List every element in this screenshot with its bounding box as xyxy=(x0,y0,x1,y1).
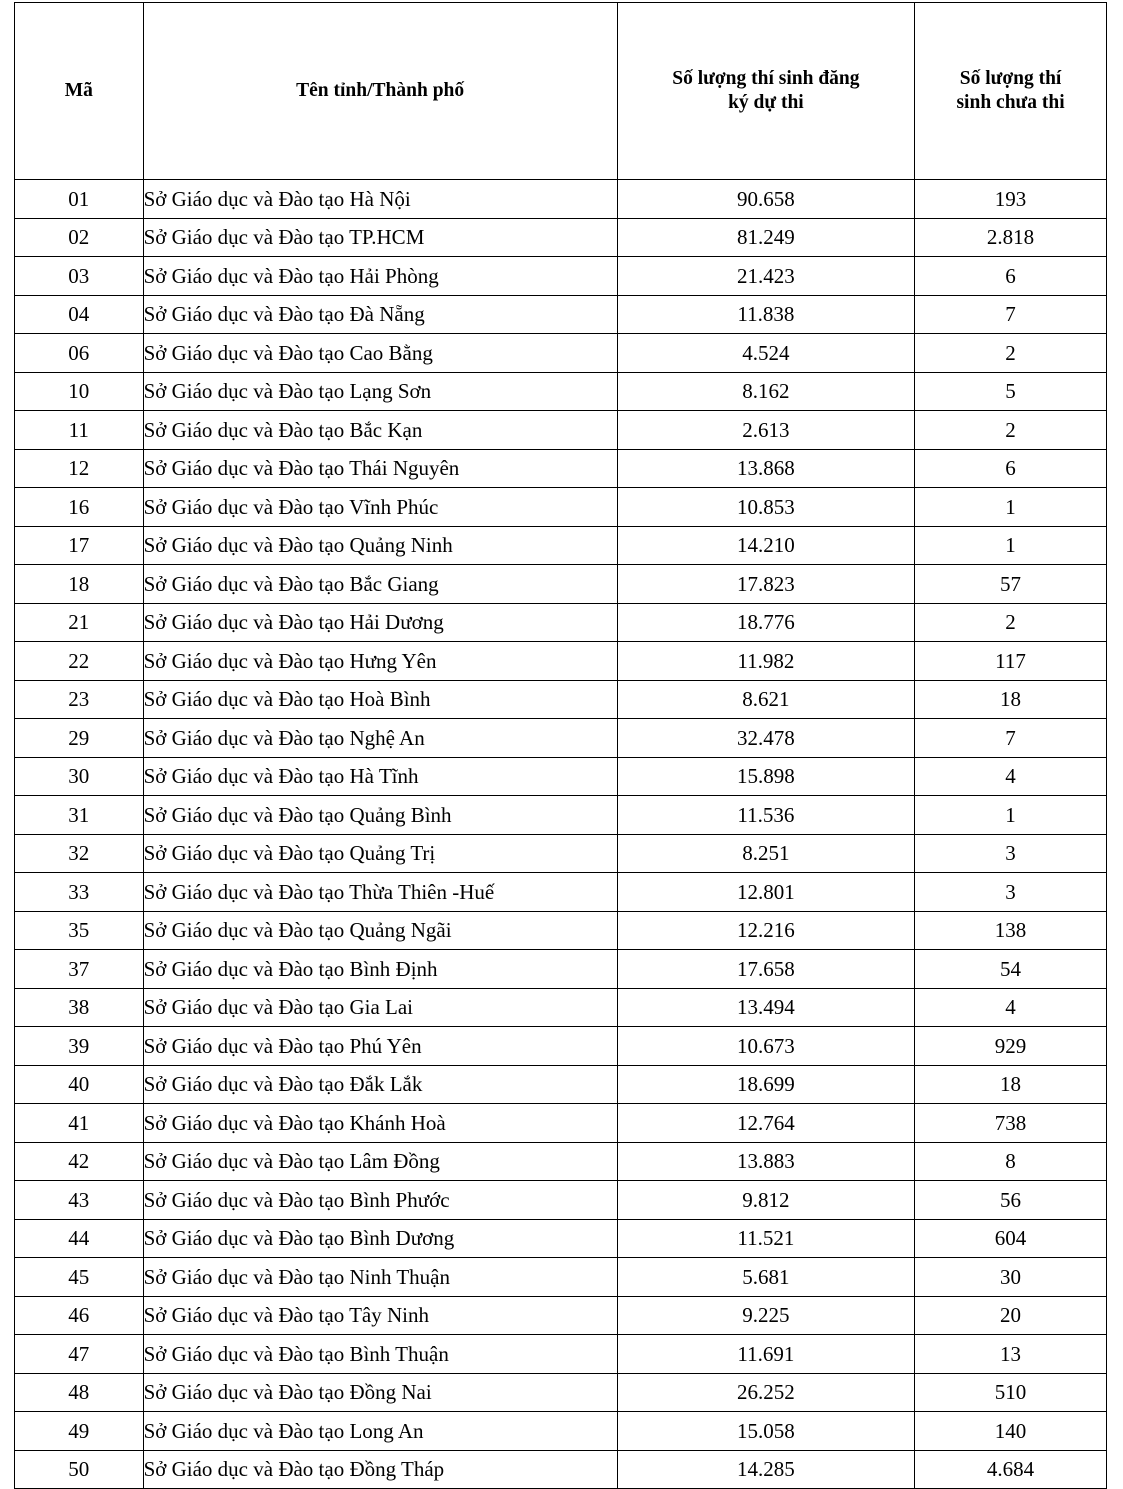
column-header-registered xyxy=(617,3,914,180)
table-header xyxy=(15,3,1107,180)
cell-province-name: Sở Giáo dục và Đào tạo Lâm Đồng xyxy=(143,1142,617,1181)
table-row xyxy=(15,1335,1107,1374)
cell-absent: 6 xyxy=(915,257,1107,296)
cell-registered: 14.210 xyxy=(617,526,914,565)
cell-code: 50 xyxy=(15,1450,144,1489)
cell-absent: 57 xyxy=(915,565,1107,604)
cell-code: 40 xyxy=(15,1065,144,1104)
cell-absent: 20 xyxy=(915,1296,1107,1335)
table-row xyxy=(15,257,1107,296)
cell-absent: 738 xyxy=(915,1104,1107,1143)
cell-code: 22 xyxy=(15,642,144,681)
table-row xyxy=(15,950,1107,989)
table-row xyxy=(15,334,1107,373)
column-header-absent-line1: Số lượng thí xyxy=(959,67,1062,89)
cell-absent: 3 xyxy=(915,834,1107,873)
cell-code: 16 xyxy=(15,488,144,527)
table-row xyxy=(15,180,1107,219)
table-row xyxy=(15,1027,1107,1066)
cell-province-name: Sở Giáo dục và Đào tạo Nghệ An xyxy=(143,719,617,758)
cell-province-name: Sở Giáo dục và Đào tạo Bình Dương xyxy=(143,1219,617,1258)
table-row xyxy=(15,1450,1107,1489)
cell-province-name: Sở Giáo dục và Đào tạo Hoà Bình xyxy=(143,680,617,719)
cell-registered: 11.982 xyxy=(617,642,914,681)
table-row xyxy=(15,796,1107,835)
cell-registered: 21.423 xyxy=(617,257,914,296)
table-row xyxy=(15,680,1107,719)
table-row xyxy=(15,1258,1107,1297)
cell-code: 17 xyxy=(15,526,144,565)
cell-code: 44 xyxy=(15,1219,144,1258)
cell-absent: 4 xyxy=(915,988,1107,1027)
cell-registered: 10.853 xyxy=(617,488,914,527)
cell-province-name: Sở Giáo dục và Đào tạo Lạng Sơn xyxy=(143,372,617,411)
table-row xyxy=(15,1219,1107,1258)
table-row xyxy=(15,988,1107,1027)
cell-registered: 13.883 xyxy=(617,1142,914,1181)
table-row xyxy=(15,488,1107,527)
cell-registered: 5.681 xyxy=(617,1258,914,1297)
cell-code: 49 xyxy=(15,1412,144,1451)
cell-province-name: Sở Giáo dục và Đào tạo Hải Phòng xyxy=(143,257,617,296)
table-row xyxy=(15,911,1107,950)
cell-code: 01 xyxy=(15,180,144,219)
cell-registered: 11.521 xyxy=(617,1219,914,1258)
table-body xyxy=(15,180,1107,1489)
cell-province-name: Sở Giáo dục và Đào tạo Quảng Ngãi xyxy=(143,911,617,950)
table-row xyxy=(15,1412,1107,1451)
cell-code: 45 xyxy=(15,1258,144,1297)
cell-province-name: Sở Giáo dục và Đào tạo Đồng Tháp xyxy=(143,1450,617,1489)
cell-registered: 4.524 xyxy=(617,334,914,373)
cell-registered: 18.699 xyxy=(617,1065,914,1104)
table-row xyxy=(15,1296,1107,1335)
cell-code: 10 xyxy=(15,372,144,411)
cell-province-name: Sở Giáo dục và Đào tạo Cao Bằng xyxy=(143,334,617,373)
cell-absent: 1 xyxy=(915,796,1107,835)
cell-registered: 13.494 xyxy=(617,988,914,1027)
cell-code: 21 xyxy=(15,603,144,642)
cell-registered: 9.812 xyxy=(617,1181,914,1220)
cell-absent: 2.818 xyxy=(915,218,1107,257)
table-row xyxy=(15,834,1107,873)
cell-code: 43 xyxy=(15,1181,144,1220)
cell-province-name: Sở Giáo dục và Đào tạo Đồng Nai xyxy=(143,1373,617,1412)
cell-registered: 12.216 xyxy=(617,911,914,950)
cell-registered: 18.776 xyxy=(617,603,914,642)
table-row xyxy=(15,1181,1107,1220)
cell-registered: 15.058 xyxy=(617,1412,914,1451)
table-row xyxy=(15,603,1107,642)
cell-registered: 9.225 xyxy=(617,1296,914,1335)
column-header-province-name: Tên tỉnh/Thành phố xyxy=(143,3,617,180)
cell-province-name: Sở Giáo dục và Đào tạo Thừa Thiên -Huế xyxy=(143,873,617,912)
cell-registered: 10.673 xyxy=(617,1027,914,1066)
cell-code: 03 xyxy=(15,257,144,296)
column-header-registered-line1: Số lượng thí sinh đăng xyxy=(672,67,860,89)
cell-province-name: Sở Giáo dục và Đào tạo Quảng Bình xyxy=(143,796,617,835)
cell-code: 02 xyxy=(15,218,144,257)
cell-registered: 17.658 xyxy=(617,950,914,989)
cell-registered: 2.613 xyxy=(617,411,914,450)
cell-province-name: Sở Giáo dục và Đào tạo Khánh Hoà xyxy=(143,1104,617,1143)
cell-absent: 4 xyxy=(915,757,1107,796)
cell-code: 29 xyxy=(15,719,144,758)
cell-absent: 3 xyxy=(915,873,1107,912)
cell-code: 42 xyxy=(15,1142,144,1181)
cell-code: 33 xyxy=(15,873,144,912)
cell-absent: 1 xyxy=(915,526,1107,565)
cell-absent: 7 xyxy=(915,719,1107,758)
cell-registered: 8.251 xyxy=(617,834,914,873)
cell-province-name: Sở Giáo dục và Đào tạo Bình Định xyxy=(143,950,617,989)
cell-absent: 193 xyxy=(915,180,1107,219)
cell-absent: 510 xyxy=(915,1373,1107,1412)
cell-code: 39 xyxy=(15,1027,144,1066)
cell-registered: 90.658 xyxy=(617,180,914,219)
cell-absent: 13 xyxy=(915,1335,1107,1374)
cell-province-name: Sở Giáo dục và Đào tạo Hà Tĩnh xyxy=(143,757,617,796)
cell-absent: 18 xyxy=(915,1065,1107,1104)
cell-absent: 18 xyxy=(915,680,1107,719)
cell-code: 32 xyxy=(15,834,144,873)
cell-absent: 7 xyxy=(915,295,1107,334)
cell-absent: 8 xyxy=(915,1142,1107,1181)
table-row xyxy=(15,372,1107,411)
cell-code: 38 xyxy=(15,988,144,1027)
cell-code: 31 xyxy=(15,796,144,835)
cell-absent: 2 xyxy=(915,603,1107,642)
column-header-registered-line2: ký dự thi xyxy=(728,92,804,113)
cell-absent: 140 xyxy=(915,1412,1107,1451)
cell-absent: 2 xyxy=(915,411,1107,450)
cell-province-name: Sở Giáo dục và Đào tạo Quảng Trị xyxy=(143,834,617,873)
table-row xyxy=(15,411,1107,450)
column-header-code: Mã xyxy=(15,3,144,180)
cell-absent: 604 xyxy=(915,1219,1107,1258)
cell-code: 48 xyxy=(15,1373,144,1412)
cell-code: 18 xyxy=(15,565,144,604)
cell-registered: 32.478 xyxy=(617,719,914,758)
cell-province-name: Sở Giáo dục và Đào tạo Tây Ninh xyxy=(143,1296,617,1335)
cell-province-name: Sở Giáo dục và Đào tạo Long An xyxy=(143,1412,617,1451)
cell-province-name: Sở Giáo dục và Đào tạo Bắc Kạn xyxy=(143,411,617,450)
cell-absent: 117 xyxy=(915,642,1107,681)
cell-code: 12 xyxy=(15,449,144,488)
cell-registered: 11.838 xyxy=(617,295,914,334)
cell-province-name: Sở Giáo dục và Đào tạo Đà Nẵng xyxy=(143,295,617,334)
cell-registered: 11.691 xyxy=(617,1335,914,1374)
table-row xyxy=(15,1104,1107,1143)
cell-registered: 26.252 xyxy=(617,1373,914,1412)
cell-province-name: Sở Giáo dục và Đào tạo Thái Nguyên xyxy=(143,449,617,488)
table-row xyxy=(15,1142,1107,1181)
cell-absent: 4.684 xyxy=(915,1450,1107,1489)
cell-registered: 15.898 xyxy=(617,757,914,796)
table-row xyxy=(15,873,1107,912)
table-row xyxy=(15,218,1107,257)
cell-registered: 8.162 xyxy=(617,372,914,411)
cell-registered: 17.823 xyxy=(617,565,914,604)
table-row xyxy=(15,449,1107,488)
table-row xyxy=(15,719,1107,758)
cell-absent: 929 xyxy=(915,1027,1107,1066)
cell-code: 11 xyxy=(15,411,144,450)
cell-province-name: Sở Giáo dục và Đào tạo Bắc Giang xyxy=(143,565,617,604)
cell-province-name: Sở Giáo dục và Đào tạo Ninh Thuận xyxy=(143,1258,617,1297)
cell-province-name: Sở Giáo dục và Đào tạo TP.HCM xyxy=(143,218,617,257)
cell-registered: 12.764 xyxy=(617,1104,914,1143)
table-row xyxy=(15,526,1107,565)
cell-code: 47 xyxy=(15,1335,144,1374)
cell-absent: 30 xyxy=(915,1258,1107,1297)
cell-registered: 13.868 xyxy=(617,449,914,488)
cell-registered: 81.249 xyxy=(617,218,914,257)
column-header-absent-line2: sinh chưa thi xyxy=(956,92,1065,113)
cell-registered: 8.621 xyxy=(617,680,914,719)
cell-absent: 2 xyxy=(915,334,1107,373)
table-header-row xyxy=(15,3,1107,180)
cell-absent: 54 xyxy=(915,950,1107,989)
cell-absent: 5 xyxy=(915,372,1107,411)
cell-province-name: Sở Giáo dục và Đào tạo Quảng Ninh xyxy=(143,526,617,565)
cell-province-name: Sở Giáo dục và Đào tạo Hưng Yên xyxy=(143,642,617,681)
cell-code: 41 xyxy=(15,1104,144,1143)
cell-code: 35 xyxy=(15,911,144,950)
cell-province-name: Sở Giáo dục và Đào tạo Phú Yên xyxy=(143,1027,617,1066)
cell-absent: 6 xyxy=(915,449,1107,488)
cell-province-name: Sở Giáo dục và Đào tạo Vĩnh Phúc xyxy=(143,488,617,527)
cell-province-name: Sở Giáo dục và Đào tạo Bình Phước xyxy=(143,1181,617,1220)
cell-absent: 138 xyxy=(915,911,1107,950)
cell-absent: 1 xyxy=(915,488,1107,527)
exam-candidates-table xyxy=(14,2,1107,1489)
table-row xyxy=(15,1065,1107,1104)
column-header-absent xyxy=(915,3,1107,180)
cell-code: 23 xyxy=(15,680,144,719)
table-row xyxy=(15,757,1107,796)
table-row xyxy=(15,642,1107,681)
cell-code: 04 xyxy=(15,295,144,334)
table-row xyxy=(15,1373,1107,1412)
cell-province-name: Sở Giáo dục và Đào tạo Gia Lai xyxy=(143,988,617,1027)
cell-province-name: Sở Giáo dục và Đào tạo Bình Thuận xyxy=(143,1335,617,1374)
cell-code: 30 xyxy=(15,757,144,796)
cell-code: 46 xyxy=(15,1296,144,1335)
cell-registered: 14.285 xyxy=(617,1450,914,1489)
table-row xyxy=(15,295,1107,334)
cell-absent: 56 xyxy=(915,1181,1107,1220)
cell-code: 06 xyxy=(15,334,144,373)
cell-code: 37 xyxy=(15,950,144,989)
table-row xyxy=(15,565,1107,604)
cell-registered: 11.536 xyxy=(617,796,914,835)
cell-province-name: Sở Giáo dục và Đào tạo Đắk Lắk xyxy=(143,1065,617,1104)
cell-province-name: Sở Giáo dục và Đào tạo Hà Nội xyxy=(143,180,617,219)
cell-registered: 12.801 xyxy=(617,873,914,912)
cell-province-name: Sở Giáo dục và Đào tạo Hải Dương xyxy=(143,603,617,642)
